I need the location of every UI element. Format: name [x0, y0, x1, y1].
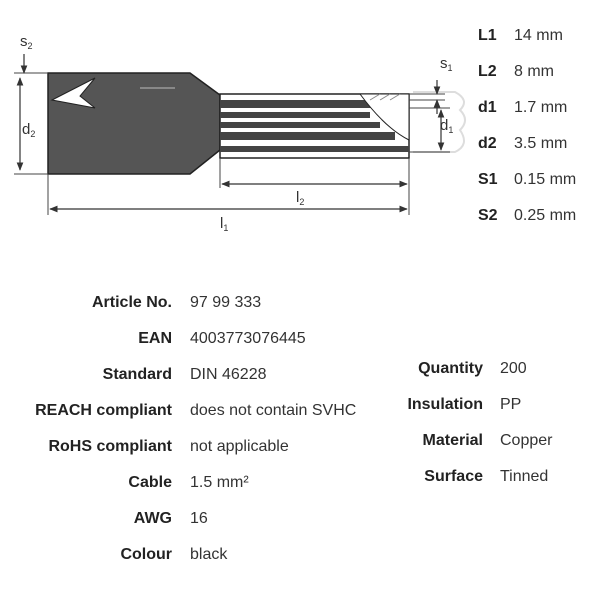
spec-row-awg: AWG 16 — [133, 510, 208, 527]
label-s2: $s_2$ — [20, 33, 33, 51]
spec-row-surface: Surface Tinned — [424, 468, 549, 485]
dimension-row: d1 1.7 mm — [478, 99, 568, 116]
spec-row-article-no: Article No. 97 99 333 — [91, 294, 262, 311]
dimension-row: S2 0.25 mm — [478, 207, 577, 224]
dimension-row: L1 14 mm — [478, 27, 563, 44]
label-l1: $l_1$ — [220, 215, 229, 233]
spec-row-insulation: Insulation PP — [407, 396, 522, 413]
spec-row-rohs: RoHS compliant not applicable — [48, 438, 289, 455]
spec-row-standard: Standard DIN 46228 — [102, 366, 267, 383]
label-d1: $d_1$ — [440, 117, 454, 135]
label-l2: $l_2$ — [296, 189, 305, 207]
dimension-row: L2 8 mm — [478, 63, 554, 80]
spec-row-ean: EAN 4003773076445 — [138, 330, 306, 347]
spec-row-reach: REACH compliant does not contain SVHC — [35, 402, 357, 419]
insulation-collar — [48, 73, 220, 174]
dimension-row: d2 3.5 mm — [478, 135, 568, 152]
ghost-outline — [413, 92, 465, 152]
dimension-list — [478, 26, 598, 242]
spec-table-left — [0, 293, 356, 581]
label-s1: $s_1$ — [440, 55, 453, 73]
spec-row-colour: Colour black — [120, 546, 228, 563]
spec-row-material: Material Copper — [422, 432, 553, 449]
dimension-row: S1 0.15 mm — [478, 171, 577, 188]
metal-sleeve — [220, 94, 409, 158]
label-d2: $d_2$ — [22, 121, 36, 139]
spec-table-right — [380, 359, 552, 503]
spec-row-quantity: Quantity 200 — [418, 360, 527, 377]
spec-row-cable: Cable 1.5 mm² — [128, 474, 249, 491]
